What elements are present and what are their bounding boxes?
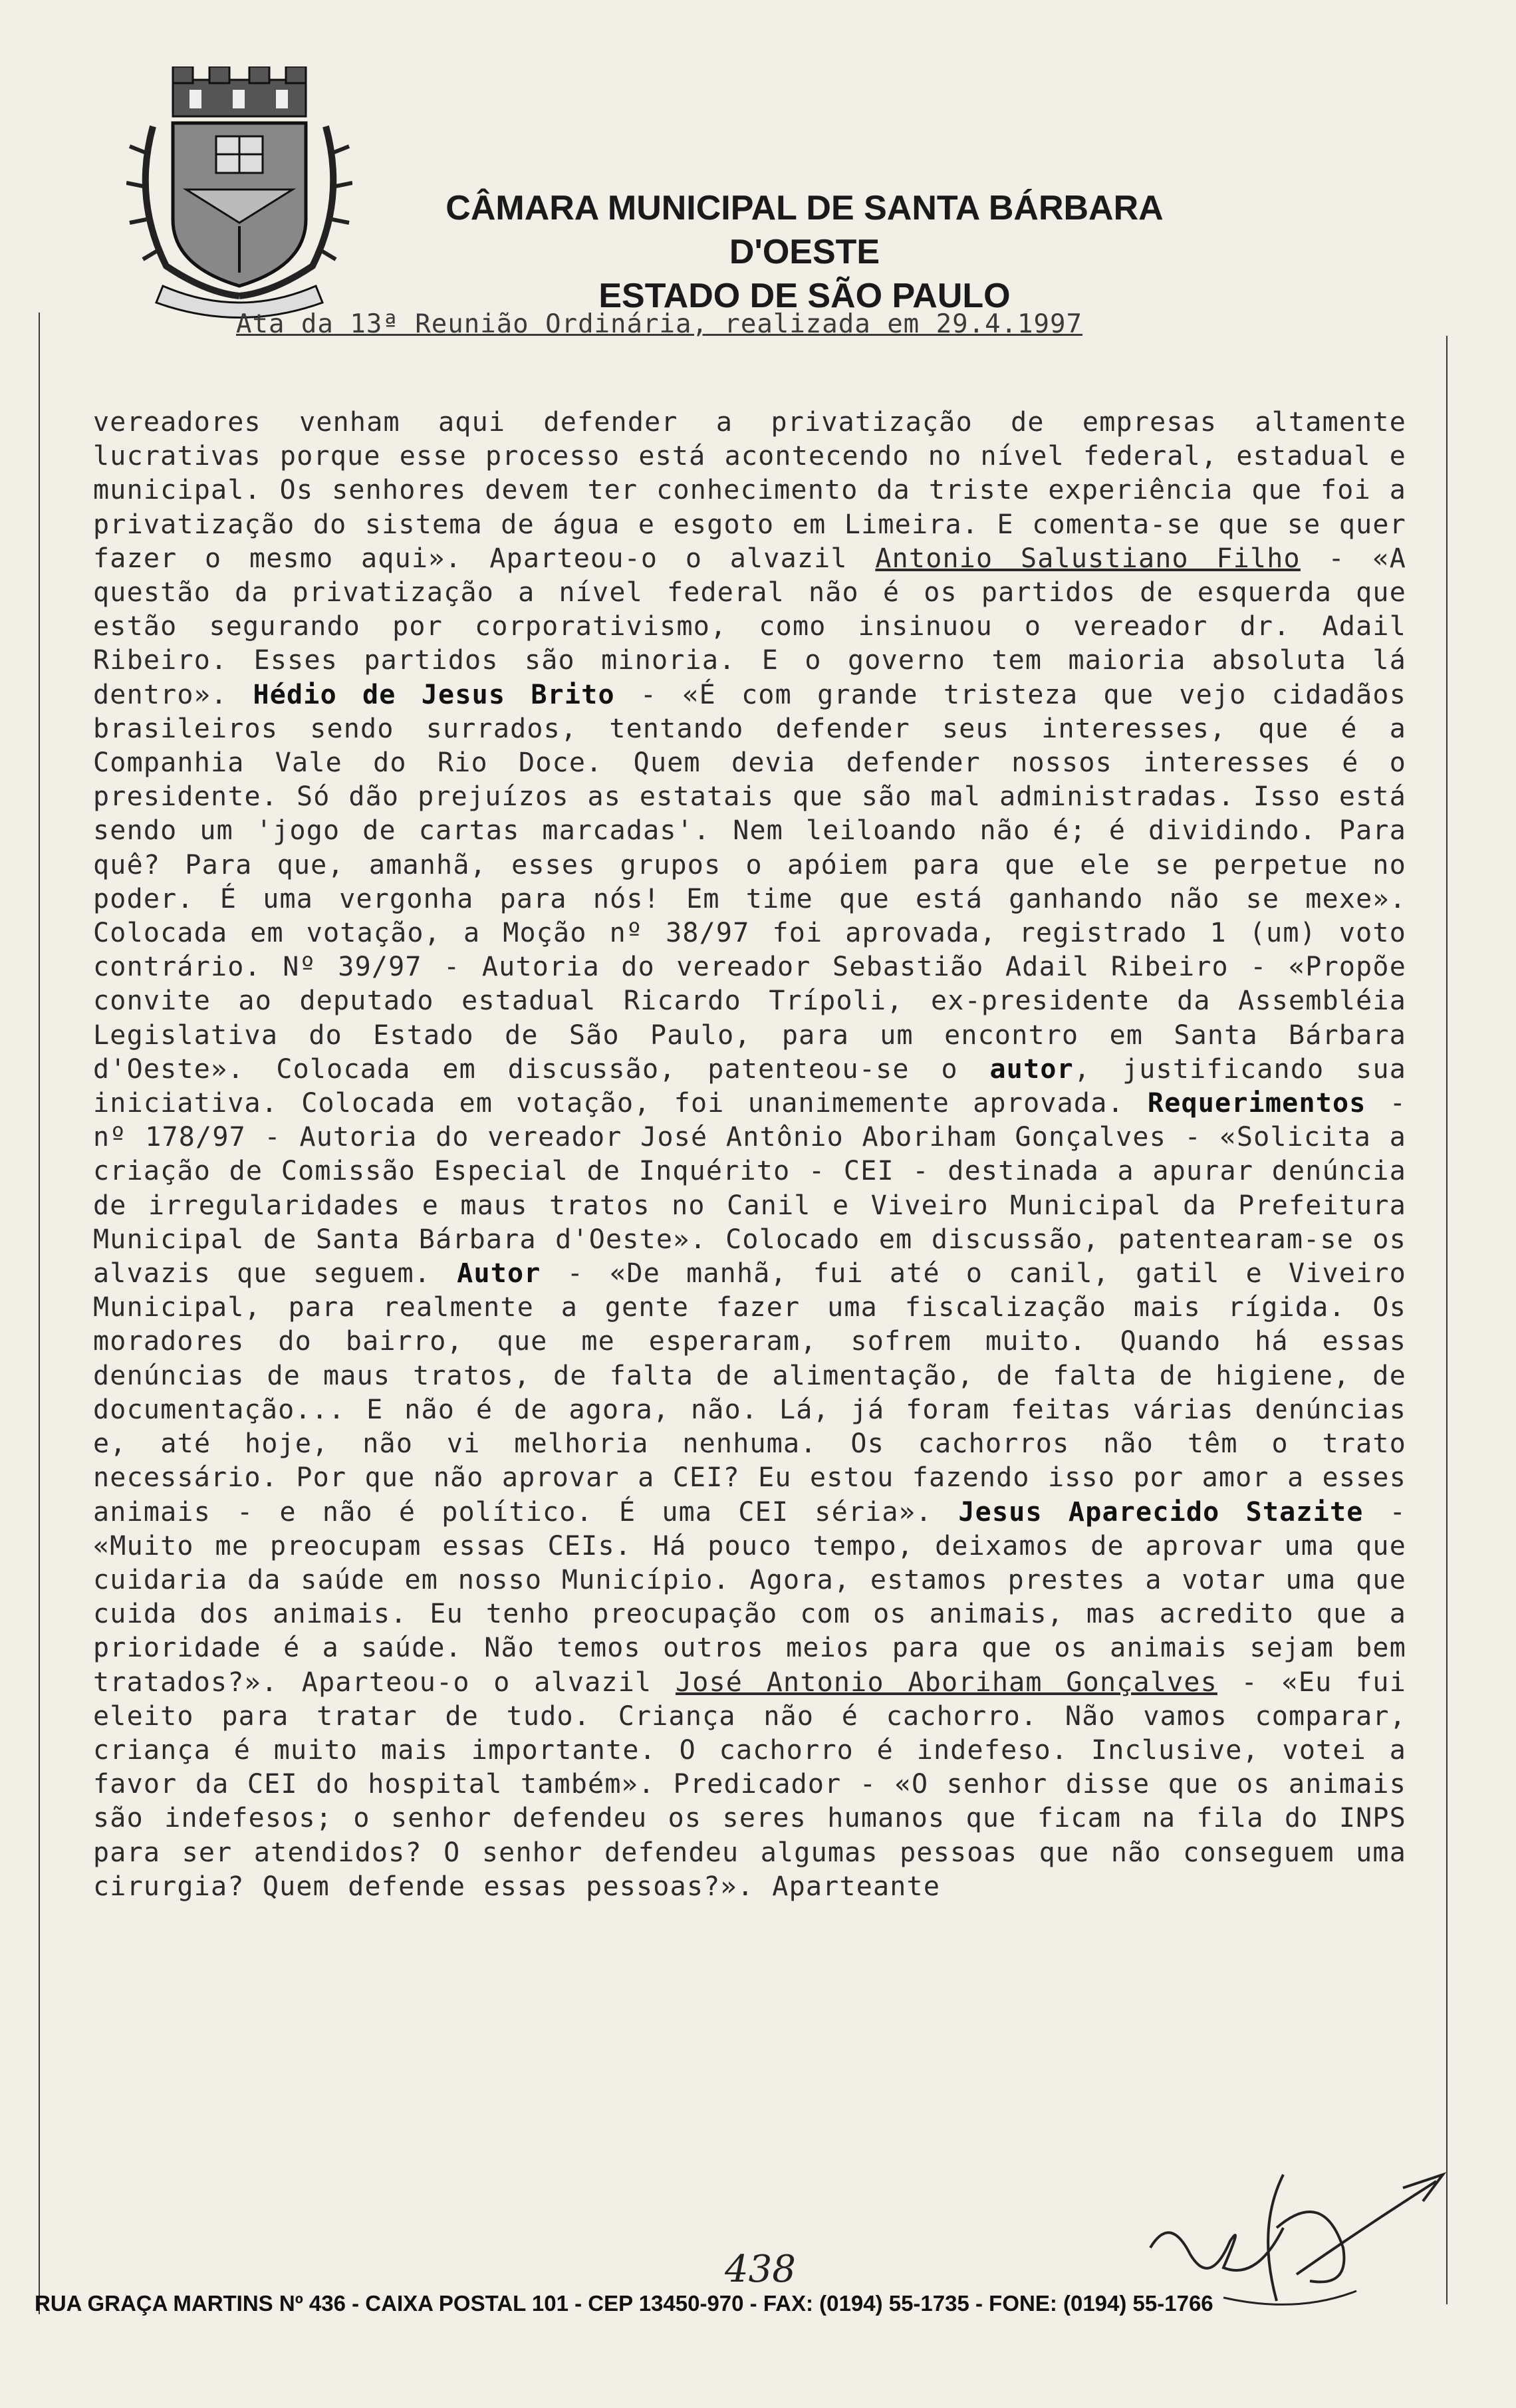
speaker-name: Hédio de Jesus Brito <box>253 679 615 710</box>
state-name: ESTADO DE SÃO PAULO <box>598 277 1011 315</box>
frame-left-line <box>39 313 40 2314</box>
minutes-title: Ata da 13ª Reunião Ordinária, realizada em 29.4.1997 <box>236 309 1082 339</box>
frame-right-line <box>1446 336 1448 2304</box>
body-text-segment: - nº 178/97 - Autoria do vereador José Antônio Aboriham Gonçalves - «Solicita a criação de Comissão Especial de Inquérito - CEI - destinada a apurar denúncia de irregularidades e maus tratos no Canil e Viveiro Municipal da Prefeitura Municipal de Santa Bárbara d'Oeste». Colocado em discussão, patentearam-se os alvazis que seguem. <box>93 1088 1406 1289</box>
body-text-segment: - «Muito me preocupam essas CEIs. Há pouco tempo, deixamos de aprovar uma que cuidaria da saúde em nosso Município. Agora, estamos prestes a votar uma que cuida dos animais. Eu tenho preocupação com os animais, mas acredito que a prioridade é a saúde. Não temos outros meios para que os animais sejam bem tratados?». Aparteou-o o alvazil <box>93 1496 1406 1698</box>
body-text-segment: - «De manhã, fui até o canil, gatil e Viveiro Municipal, para realmente a gente fazer uma fiscalização mais rígida. Os moradores do bairro, que me esperaram, sofrem muito. Quando há essas denúncias de maus tratos, de falta de alimentação, de falta de higiene, de documentação... E não é de agora, não. Lá, já foram feitas várias denúncias e, até hoje, não vi melhoria nenhuma. Os cachorros não têm o trato necessário. Por que não aprovar a CEI? Eu estou fazendo isso por amor a esses animais - e não é político. É uma CEI séria». <box>93 1258 1406 1528</box>
section-heading: Requerimentos <box>1147 1088 1366 1119</box>
speaker-name: José Antonio Aboriham Gonçalves <box>675 1667 1217 1698</box>
municipal-coat-of-arms-icon <box>126 67 352 319</box>
page-number: 438 <box>725 2248 796 2291</box>
body-text-segment: vereadores venham aqui defender a privatização de empresas altamente lucrativas porque esse processo está acontecendo no nível federal, estadual e municipal. Os senhores devem ter conhecimento da triste experiência que foi a privatização do sistema de água e esgoto em Limeira. E comenta-se que se quer fazer o mesmo aqui». Aparteou-o o alvazil <box>93 407 1406 574</box>
speaker-name: Antonio Salustiano Filho <box>875 543 1301 574</box>
address-footer: RUA GRAÇA MARTINS Nº 436 - CAIXA POSTAL 101 - CEP 13450-970 - FAX: (0194) 55-1735 - FONE: (0194) 55-1766 <box>35 2291 1213 2316</box>
speaker-name: autor <box>989 1053 1074 1085</box>
body-text-segment: , justificando sua iniciativa. Colocada em votação, foi unanimemente aprovada. <box>93 1053 1407 1119</box>
body-text-segment: - «É com grande tristeza que vejo cidadãos brasileiros sendo surrados, tentando defender seus interesses, que é a Companhia Vale do Rio Doce. Quem devia defender nossos interesses é o presidente. Só dão prejuízos as estatais que são mal administradas. Isso está sendo um 'jogo de cartas marcadas'. Nem leiloando não é; é dividindo. Para quê? Para que, amanhã, esses grupos o apóiem para que ele se perpetue no poder. É uma vergonha para nós! Em time que está ganhando não se mexe». Colocada em votação, a Moção nº 38/97 foi aprovada, registrado 1 (um) voto contrário. Nº 39/97 - Autoria do vereador Sebastião Adail Ribeiro - «Propõe convite ao deputado estadual Ricardo Trípoli, ex-presidente da Assembléia Legislativa do Estado de São Paulo, para um encontro em Santa Bárbara d'Oeste». Colocada em discussão, patenteou-se o <box>93 679 1406 1085</box>
minutes-body <box>93 406 1406 2214</box>
chamber-name: CÂMARA MUNICIPAL DE SANTA BÁRBARA D'OESTE <box>445 189 1164 271</box>
speaker-name: Jesus Aparecido Stazite <box>958 1496 1364 1528</box>
speaker-name: Autor <box>457 1258 541 1289</box>
letterhead <box>372 186 1237 318</box>
body-text-segment: - «Eu fui eleito para tratar de tudo. Criança não é cachorro. Não vamos comparar, criança é muito mais importante. O cachorro é indefeso. Inclusive, votei a favor da CEI do hospital também». Predicador - «O senhor disse que os animais são indefesos; o senhor defendeu os seres humanos que ficam na fila do INPS para ser atendidos? O senhor defendeu algumas pessoas que não conseguem uma cirurgia? Quem defende essas pessoas?». Aparteante <box>93 1667 1406 1902</box>
body-text-segment: - «A questão da privatização a nível federal não é os partidos de esquerda que estão segurando por corporativismo, como insinuou o vereador dr. Adail Ribeiro. Esses partidos são minoria. E o governo tem maioria absoluta lá dentro». <box>93 543 1406 710</box>
